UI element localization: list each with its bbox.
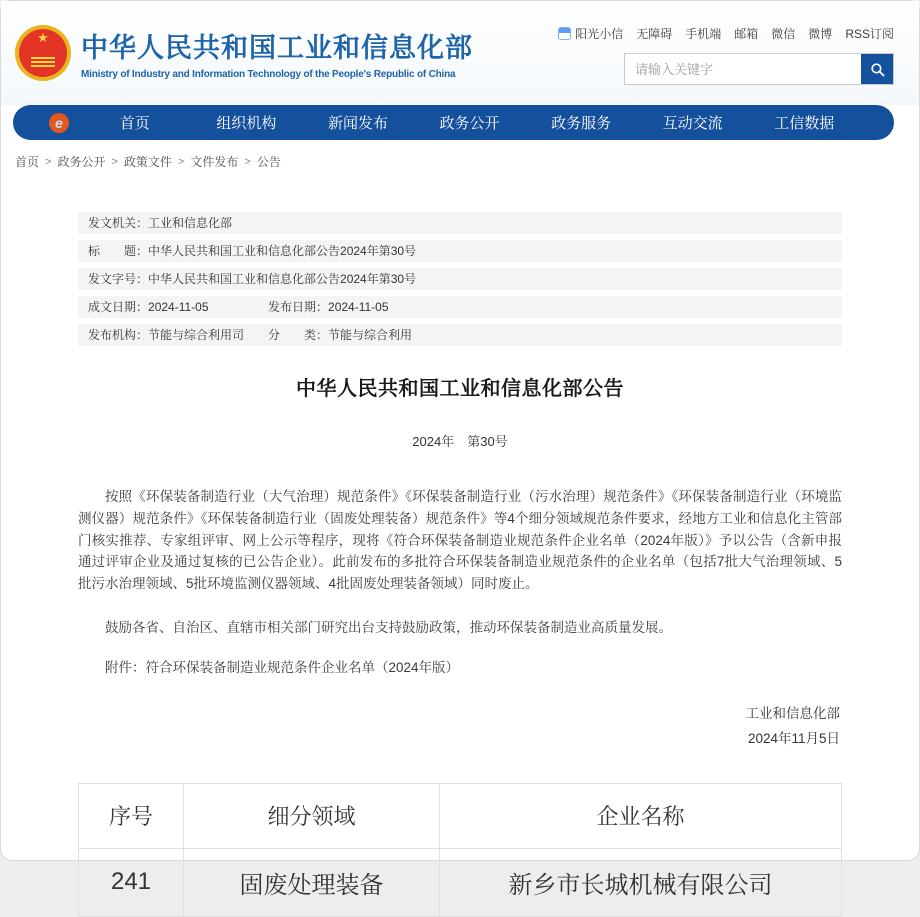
brand-home-link[interactable] (15, 25, 473, 81)
doc-meta-table (78, 212, 842, 346)
breadcrumb-gov-disclosure[interactable]: 政务公开 (57, 155, 106, 169)
signature-block (78, 701, 842, 751)
quick-links (558, 25, 894, 42)
meta-label: 发文机关： (88, 216, 149, 230)
quick-link-accessibility[interactable]: 无障碍 (636, 27, 673, 41)
nav-item-interaction[interactable]: 互动交流 (662, 115, 723, 132)
meta-label: 分 类： (268, 328, 329, 342)
miit-e-glyph: e (55, 114, 63, 131)
breadcrumb-home[interactable]: 首页 (15, 155, 40, 169)
meta-cell (88, 268, 416, 290)
col-header-subfield: 细分领域 (184, 783, 440, 848)
emblem-star-icon: ★ (37, 30, 49, 45)
announcement-issue-number: 2024年 第30号 (412, 434, 508, 449)
nav-item-gov-services[interactable]: 政务服务 (551, 115, 612, 132)
table-header-row (79, 783, 842, 848)
breadcrumb-separator: > (111, 155, 118, 168)
breadcrumb-doc-release[interactable]: 文件发布 (190, 155, 239, 169)
main-nav (13, 105, 894, 140)
breadcrumb (15, 153, 919, 170)
meta-row-title (78, 240, 842, 262)
meta-label: 发文字号： (88, 272, 149, 286)
meta-value: 节能与综合利用 (328, 328, 413, 342)
search-button[interactable] (861, 54, 893, 84)
body-paragraph-1: 按照《环保装备制造行业（大气治理）规范条件》《环保装备制造行业（污水治理）规范条件》《环保装备制造行业（环境监测仪器）规范条件》《环保装备制造行业（固废处理装备）规范条件》等4个细分领域规范条件要求，经地方工业和信息化主管部门核实推荐、专家组评审、网上公示等程序，现将《符合环保装备制造业规范条件企业名单（2024年版）》予以公告（含新申报通过评审企业及通过复核的已公告企业）。此前发布的多批符合环保装备制造业规范条件的企业名单（包括7批大气治理领域、5批污水治理领域、5批环境监测仪器领域、4批固废处理装备领域）同时废止。 (78, 489, 842, 592)
meta-value: 中华人民共和国工业和信息化部公告2024年第30号 (148, 272, 417, 286)
site-title-cn: 中华人民共和国工业和信息化部 (81, 33, 473, 63)
meta-cell (88, 212, 232, 234)
site-title-en: Ministry of Industry and Information Technology of the People's Republic of China (81, 69, 456, 80)
national-emblem-icon (15, 25, 71, 81)
nav-item-organization[interactable]: 组织机构 (216, 115, 277, 132)
breadcrumb-separator: > (244, 155, 251, 168)
national-emblem-inner (19, 29, 67, 77)
meta-cell (88, 324, 268, 346)
breadcrumb-separator: > (45, 155, 52, 168)
col-header-serial: 序号 (79, 783, 184, 848)
announcement-title: 中华人民共和国工业和信息化部公告 (296, 378, 624, 400)
signature-date: 2024年11月5日 (747, 730, 840, 746)
brand-text (81, 26, 473, 80)
meta-label: 发布机构： (88, 328, 149, 342)
robot-mascot-icon (558, 27, 571, 40)
quick-link-rss[interactable]: RSS订阅 (845, 27, 894, 41)
meta-cell (268, 296, 389, 318)
table-row (79, 848, 842, 916)
breadcrumb-separator: > (177, 155, 185, 168)
nav-item-data[interactable]: 工信数据 (774, 115, 835, 132)
quick-link-sunshine[interactable] (558, 25, 623, 42)
col-header-company: 企业名称 (440, 783, 842, 848)
signature-org: 工业和信息化部 (745, 705, 840, 721)
nav-item-home[interactable]: 首页 (119, 115, 150, 132)
meta-row-dates (78, 296, 842, 318)
meta-label: 成文日期： (88, 300, 149, 314)
quick-link-wechat[interactable]: 微信 (771, 27, 796, 41)
nav-item-news[interactable]: 新闻发布 (327, 115, 388, 132)
emblem-gate-icon (31, 57, 55, 68)
meta-cell (88, 296, 268, 318)
cell-subfield: 固废处理装备 (184, 848, 440, 916)
company-list-table (78, 783, 842, 917)
breadcrumb-announcement[interactable]: 公告 (256, 155, 281, 169)
cell-serial: 241 (79, 848, 184, 916)
breadcrumb-policy-docs[interactable]: 政策文件 (123, 155, 172, 169)
attachment-line: 附件：符合环保装备制造业规范条件企业名单（2024年版） (105, 659, 460, 675)
site-header (1, 1, 919, 105)
quick-link-mobile[interactable]: 手机端 (685, 27, 722, 41)
meta-value: 节能与综合利用司 (148, 328, 245, 342)
search-icon (869, 61, 886, 78)
search-input[interactable] (625, 54, 861, 84)
quick-link-weibo[interactable]: 微博 (808, 27, 833, 41)
meta-value: 中华人民共和国工业和信息化部公告2024年第30号 (148, 244, 417, 258)
meta-value: 2024-11-05 (328, 300, 389, 314)
quick-link-mail[interactable]: 邮箱 (734, 27, 759, 41)
meta-label: 标 题： (88, 244, 149, 258)
meta-row-publisher-category (78, 324, 842, 346)
meta-value: 2024-11-05 (148, 300, 209, 314)
body-paragraph-2: 鼓励各省、自治区、直辖市相关部门研究出台支持鼓励政策，推动环保装备制造业高质量发展。 (105, 619, 672, 635)
meta-row-doc-number (78, 268, 842, 290)
meta-cell (88, 240, 416, 262)
meta-cell (268, 324, 412, 346)
search-bar (624, 53, 894, 85)
miit-gear-e-icon (49, 113, 69, 133)
quick-link-label: 阳光小信 (575, 27, 624, 41)
meta-value: 工业和信息化部 (148, 216, 233, 230)
meta-row-issuing-authority (78, 212, 842, 234)
nav-item-gov-disclosure[interactable]: 政务公开 (439, 115, 500, 132)
meta-label: 发布日期： (268, 300, 329, 314)
document-content (78, 212, 842, 917)
cell-company: 新乡市长城机械有限公司 (440, 848, 842, 916)
